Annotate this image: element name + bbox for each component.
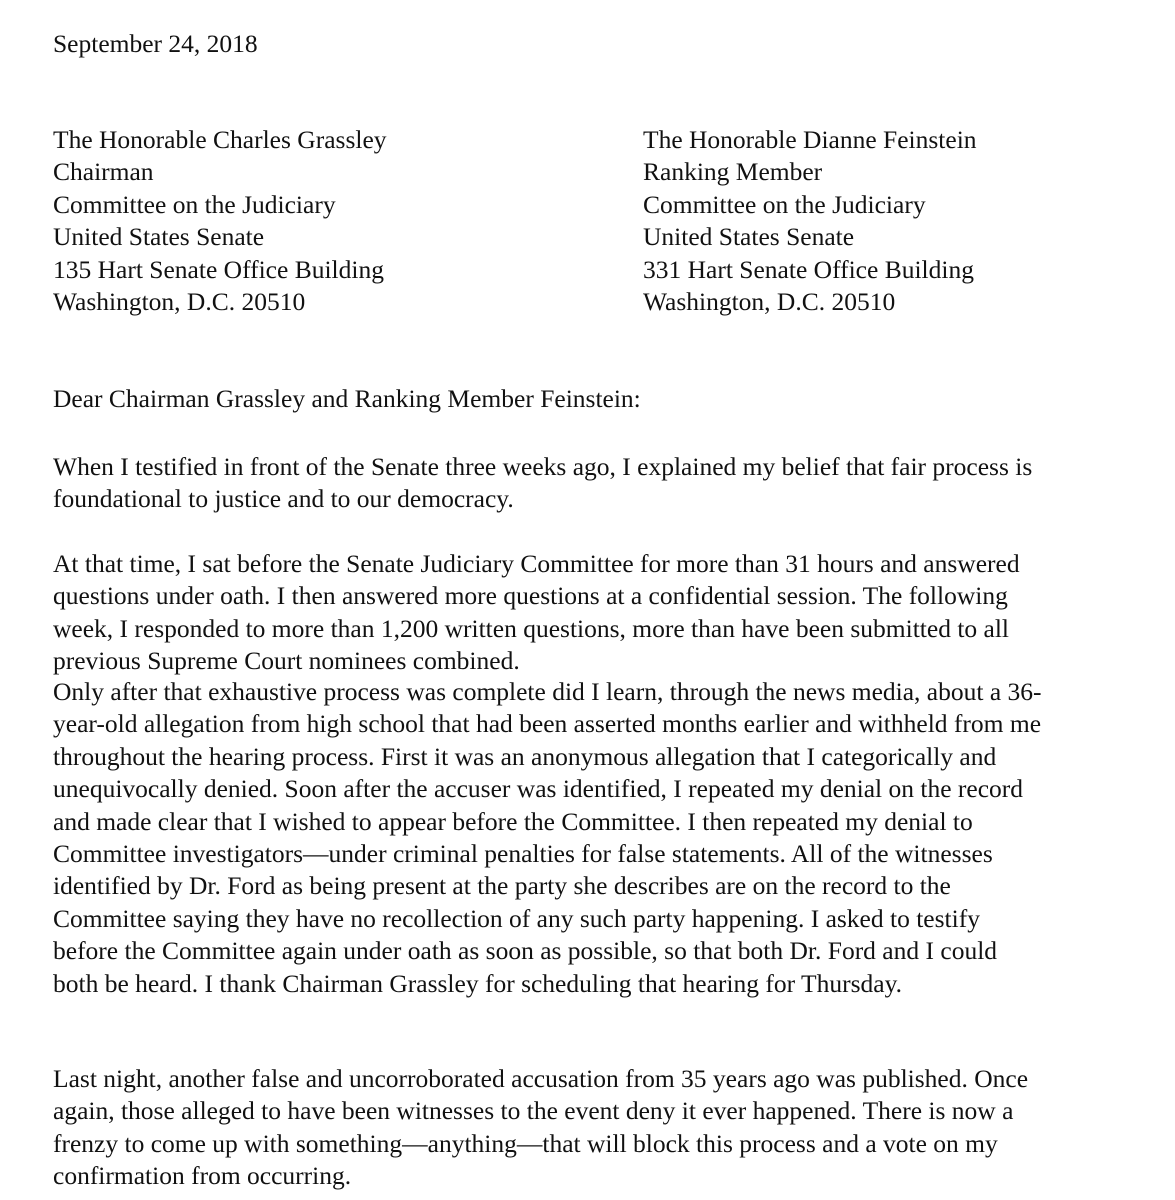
address-line: Washington, D.C. 20510 <box>53 287 306 317</box>
body-paragraph <box>53 548 1133 678</box>
address-line: Chairman <box>53 157 154 187</box>
address-line: Washington, D.C. 20510 <box>643 287 896 317</box>
paragraph-line: throughout the hearing process. First it was an anonymous allegation that I categorically and <box>53 741 997 771</box>
address-line: United States Senate <box>53 222 265 252</box>
paragraph-line: before the Committee again under oath as soon as possible, so that both Dr. Ford and I could <box>53 936 998 966</box>
paragraph-line: year-old allegation from high school that had been asserted months earlier and withheld from me <box>53 709 1042 739</box>
paragraph-line: week, I responded to more than 1,200 written questions, more than have been submitted to all <box>53 613 1010 643</box>
letter-date: September 24, 2018 <box>53 29 258 58</box>
paragraph-line: previous Supreme Court nominees combined. <box>53 646 520 676</box>
address-line: 135 Hart Senate Office Building <box>53 254 384 284</box>
paragraph-line: frenzy to come up with something—anything—that will block this process and a vote on my <box>53 1128 998 1158</box>
body-paragraph <box>53 451 1133 516</box>
paragraph-line: Committee investigators—under criminal penalties for false statements. All of the witnesses <box>53 839 993 869</box>
paragraph-line: At that time, I sat before the Senate Judiciary Committee for more than 31 hours and answered <box>53 549 1020 578</box>
paragraph-line: When I testified in front of the Senate three weeks ago, I explained my belief that fair process is <box>53 452 1033 481</box>
address-line: The Honorable Dianne Feinstein <box>643 125 977 154</box>
paragraph-line: foundational to justice and to our democracy. <box>53 484 514 514</box>
body-paragraph <box>53 676 1133 1000</box>
paragraph-line: and made clear that I wished to appear before the Committee. I then repeated my denial to <box>53 806 973 836</box>
address-line: Committee on the Judiciary <box>53 189 336 219</box>
address-line: The Honorable Charles Grassley <box>53 125 387 154</box>
paragraph-line: Last night, another false and uncorroborated accusation from 35 years ago was published. Once <box>53 1064 1029 1093</box>
address-line: Committee on the Judiciary <box>643 189 926 219</box>
body-paragraph <box>53 1063 1133 1193</box>
salutation: Dear Chairman Grassley and Ranking Member Feinstein: <box>53 384 641 413</box>
paragraph-line: confirmation from occurring. <box>53 1161 352 1191</box>
recipient-address-feinstein <box>643 124 977 318</box>
paragraph-line: both be heard. I thank Chairman Grassley for scheduling that hearing for Thursday. <box>53 968 903 998</box>
letter <box>53 28 1153 1191</box>
paragraph-line: Committee saying they have no recollection of any such party happening. I asked to testify <box>53 903 980 933</box>
address-line: 331 Hart Senate Office Building <box>643 254 974 284</box>
paragraph-line: again, those alleged to have been witnesses to the event deny it ever happened. There is now a <box>53 1096 1014 1126</box>
address-line: United States Senate <box>643 222 855 252</box>
paragraph-line: identified by Dr. Ford as being present at the party she describes are on the record to the <box>53 871 951 901</box>
paragraph-line: questions under oath. I then answered more questions at a confidential session. The following <box>53 581 1008 611</box>
paragraph-line: unequivocally denied. Soon after the accuser was identified, I repeated my denial on the record <box>53 774 1024 804</box>
address-line: Ranking Member <box>643 157 823 187</box>
paragraph-line: Only after that exhaustive process was complete did I learn, through the news media, about a 36- <box>53 677 1042 706</box>
recipient-address-grassley <box>53 124 387 318</box>
